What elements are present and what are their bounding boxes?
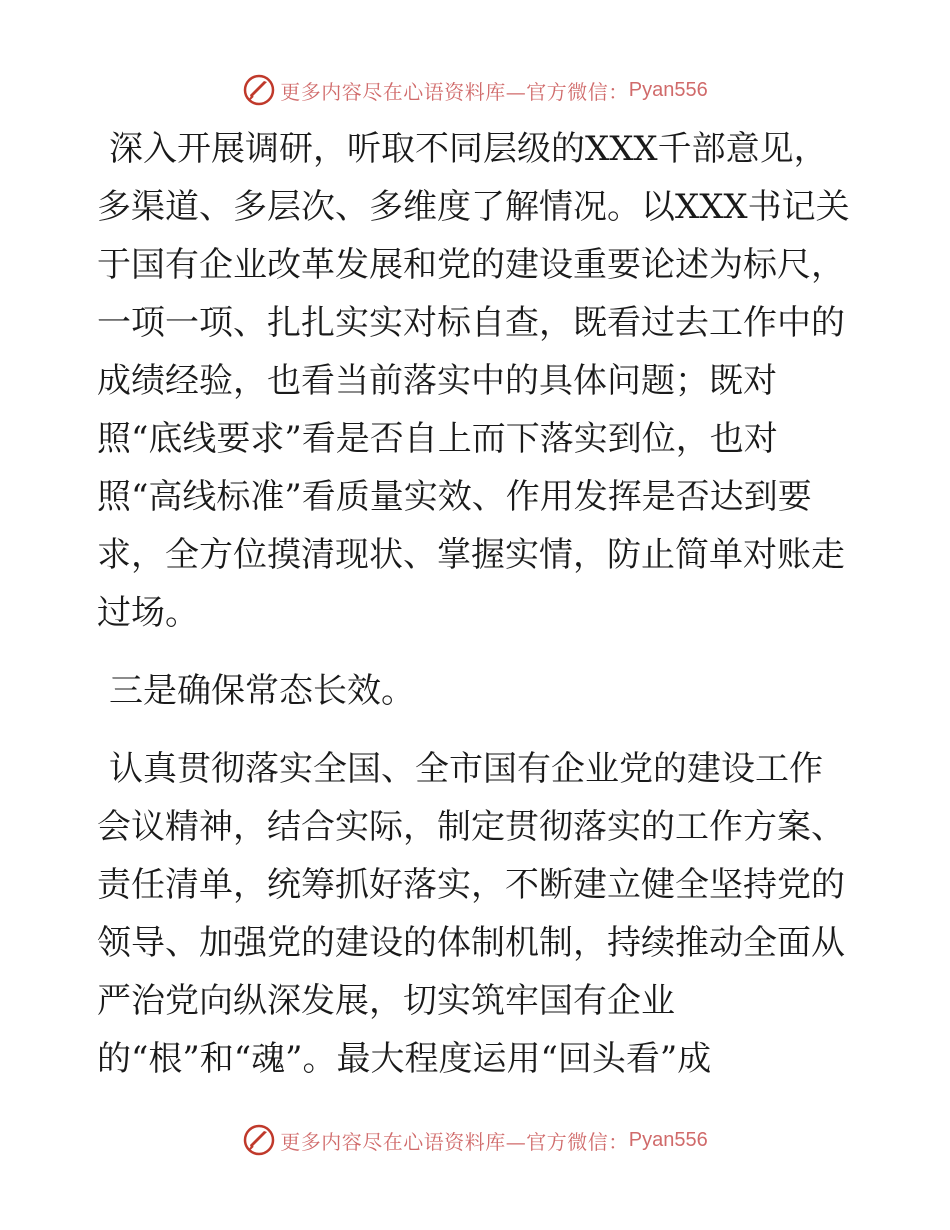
text-line: 深入开展调研，听取不同层级的XXX千部意见， bbox=[109, 129, 828, 169]
quill-logo-icon bbox=[242, 1123, 276, 1157]
footer-watermark-banner bbox=[0, 1120, 950, 1160]
banner-text: 更多内容尽在心语资料库—官方微信： bbox=[280, 1129, 629, 1154]
text-line: 严治党向纵深发展，切实筑牢国有企业 bbox=[97, 981, 675, 1021]
banner-text: 更多内容尽在心语资料库—官方微信： bbox=[280, 79, 629, 104]
text-line: 于国有企业改革发展和党的建设重要论述为标尺， bbox=[97, 245, 845, 285]
header-watermark-banner bbox=[0, 70, 950, 110]
text-line: 照“高线标准”看质量实效、作用发挥是否达到要 bbox=[97, 477, 812, 517]
text-line: 三是确保常态长效。 bbox=[109, 671, 415, 711]
text-line: 照“底线要求”看是否自上而下落实到位，也对 bbox=[97, 419, 778, 459]
banner-wechat-id: Pyan556 bbox=[628, 78, 708, 101]
document-body bbox=[97, 120, 897, 1088]
text-line: 过场。 bbox=[97, 593, 199, 633]
text-line: 一项一项、扎扎实实对标自查，既看过去工作中的 bbox=[97, 303, 845, 343]
text-line: 领导、加强党的建设的体制机制，持续推动全面从 bbox=[97, 923, 845, 963]
text-line: 成绩经验，也看当前落实中的具体问题；既对 bbox=[97, 361, 777, 401]
banner-wechat-id: Pyan556 bbox=[628, 1128, 708, 1151]
quill-logo-icon bbox=[242, 73, 276, 107]
text-line: 多渠道、多层次、多维度了解情况。以XXX书记关 bbox=[97, 187, 850, 227]
text-line: 的“根”和“魂”。最大程度运用“回头看”成 bbox=[97, 1039, 712, 1079]
text-line: 会议精神，结合实际，制定贯彻落实的工作方案、 bbox=[97, 807, 845, 847]
text-line: 责任清单，统筹抓好落实，不断建立健全坚持党的 bbox=[97, 865, 845, 905]
text-line: 求，全方位摸清现状、掌握实情，防止简单对账走 bbox=[97, 535, 845, 575]
text-line: 认真贯彻落实全国、全市国有企业党的建设工作 bbox=[109, 749, 823, 789]
